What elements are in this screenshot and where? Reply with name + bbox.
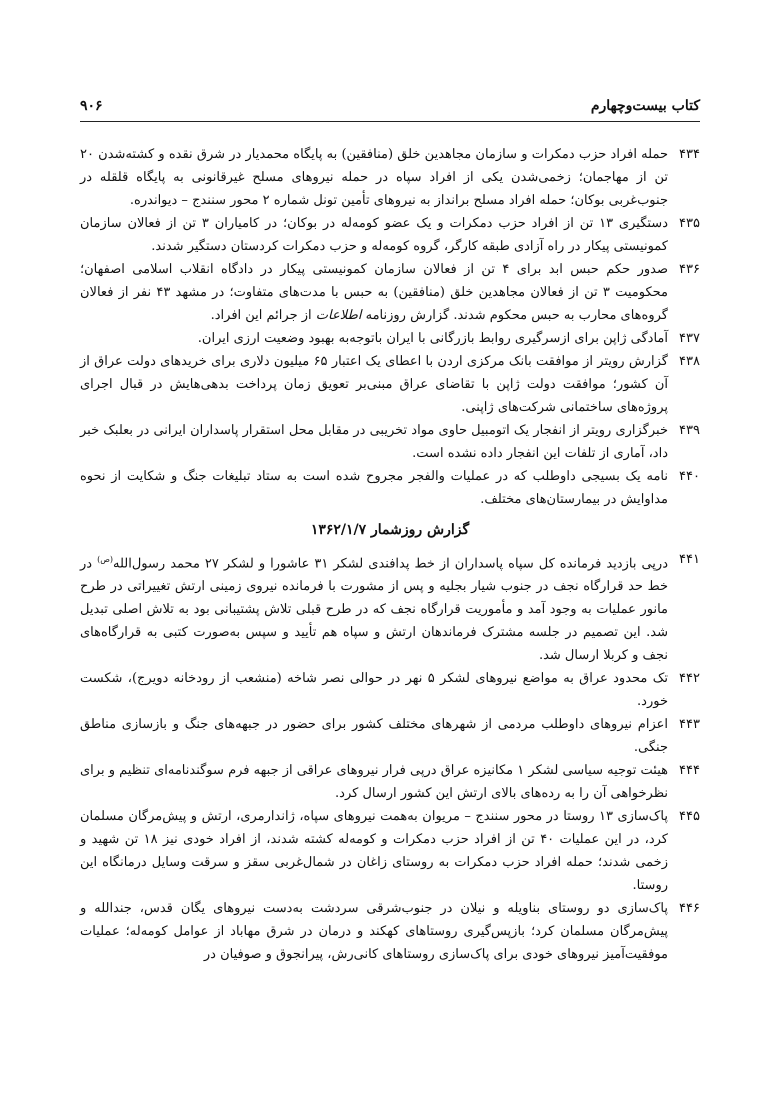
list-item (80, 713, 700, 759)
honorific-superscript: (ص) (97, 555, 114, 564)
list-item (80, 350, 700, 419)
entry-number: ۴۴۳ (679, 717, 700, 733)
header-rule (80, 121, 700, 122)
list-item (80, 258, 700, 327)
entry-number: ۴۴۵ (679, 809, 700, 825)
list-item (80, 897, 700, 966)
entry-text: هیئت توجیه سیاسی لشکر ۱ مکانیزه عراق درپی فرار نیروهای عراقی از جبهه فرم سوگندنامه‌ای تنظیم و برای نظرخواهی آن را به رده‌های بالای ارتش این کشور ارسال کرد. (80, 763, 668, 802)
entry-list (80, 667, 700, 966)
entry-text: پاک‌سازی دو روستای بناویله و نیلان در جنوب‌شرقی سردشت به‌دست نیروهای یگان قدس، جندالله و پیش‌مرگان مسلمان کرد؛ بازپس‌گیری روستاهای کهکند و درمان در شرق مهاباد از عوامل کومه‌له؛ عملیات موفقیت‌آمیز نیروهای خودی برای پاک‌سازی روستاهای کانی‌رش، پیرانجوق و صوفیان در (80, 901, 668, 963)
list-item (80, 548, 700, 667)
page-number: ۹۰۶ (80, 98, 103, 114)
entry-number: ۴۴۱ (679, 552, 700, 567)
list-item (80, 212, 700, 258)
running-header (80, 88, 700, 114)
entry-text: خبرگزاری رویتر از انفجار یک اتومبیل حاوی مواد تخریبی در مقابل محل استقرار پاسداران ایرانی در بعلبک خبر داد، آماری از تلفات این انفجار داده نشده است. (80, 423, 668, 461)
entry-text: نامه یک بسیجی داوطلب که در عملیات والفجر مجروح شده است به ستاد تبلیغات جنگ و شکایت از نحوه مداوایش در بیمارستان‌های مختلف. (80, 469, 668, 507)
entry-number: ۴۴۶ (679, 901, 700, 917)
entry-number: ۴۳۶ (679, 262, 700, 277)
list-item (80, 327, 700, 350)
list-item (80, 143, 700, 212)
entry-number: ۴۴۲ (679, 671, 700, 687)
entry-number: ۴۳۵ (679, 216, 700, 231)
list-item (80, 419, 700, 465)
list-item (80, 805, 700, 897)
entry-number: ۴۳۸ (679, 354, 700, 369)
entry-text: تک محدود عراق به مواضع نیروهای لشکر ۵ نهر در حوالی نصر شاخه (منشعب از رودخانه دویرج)، شکست خورد. (80, 671, 668, 710)
section-heading: گزارش روزشمار ۱۳۶۲/۱/۷ (310, 522, 470, 538)
page-body (80, 143, 700, 966)
entry-text: پاک‌سازی ۱۳ روستا در محور سنندج – مریوان به‌همت نیروهای سپاه، ژاندارمری، ارتش و پیش‌مرگان مسلمان کرد، در این عملیات ۴۰ تن از افراد حزب دمکرات و کومه‌له کشته شدند، از افراد خودی نیز ۱۸ تن شهید و زخمی شدند؛ حمله افراد حزب دمکرات به روستای زاغان در شمال‌غربی سقز و سرقت وسایل درمانگاه این روستا. (80, 809, 668, 894)
entry-text: گزارش رویتر از موافقت بانک مرکزی اردن با اعطای یک اعتبار ۶۵ میلیون دلاری برای خریدهای دولت عراق از آن کشور؛ موافقت دولت ژاپن با تقاضای عراق مبنی‌بر تعویق زمان پرداخت بدهی‌هایش در قبال اجرای پروژه‌های ساختمانی شرکت‌های ژاپنی. (80, 354, 668, 415)
entry-text: دستگیری ۱۳ تن از افراد حزب دمکرات و یک عضو کومه‌له در بوکان؛ در کامیاران ۳ تن از فعالان سازمان کمونیستی پیکار در راه آزادی طبقه کارگر، گروه کومه‌له و حزب دمکرات کردستان دستگیر شدند. (80, 216, 668, 254)
entry-number: ۴۳۷ (679, 331, 700, 346)
book-title: کتاب بیست‌وچهارم (590, 98, 700, 114)
list-item (80, 465, 700, 511)
list-item (80, 667, 700, 713)
entry-number: ۴۳۴ (679, 147, 700, 162)
entry-number: ۴۳۹ (679, 423, 700, 438)
list-item (80, 759, 700, 805)
entry-text: صدور حکم حبس ابد برای ۴ تن از فعالان سازمان کمونیستی پیکار در دادگاه انقلاب اسلامی اصفهان؛ محکومیت ۳ تن از فعالان مجاهدین خلق (منافقین) به حبس با مدت‌های متفاوت؛ در مشهد ۴۳ نفر از فعالان گروه‌های محارب به حبس محکوم شدند. گزارش روزنامه اطلاعات از جرائم این افراد. (80, 262, 669, 323)
entry-text: حمله افراد حزب دمکرات و سازمان مجاهدین خلق (منافقین) به پایگاه محمدیار در شرق نقده و کشته‌شدن ۲۰ تن از مهاجمان؛ زخمی‌شدن یکی از افراد سپاه در حمله نیروهای مسلح غیرقانونی به پایگاه قلقله در جنوب‌غربی بوکان؛ حمله افراد مسلح برانداز به نیروهای تأمین تونل شماره ۲ محور سنندج – دیواندره. (80, 147, 668, 208)
newspaper-name: اطلاعات (315, 308, 362, 323)
entry-text: اعزام نیروهای داوطلب مردمی از شهرهای مختلف کشور برای حضور در جبهه‌های جنگ و بازسازی مناطق جنگی. (80, 717, 668, 756)
entry-text: آمادگی ژاپن برای ازسرگیری روابط بازرگانی با ایران باتوجه‌به بهبود وضعیت ارزی ایران. (197, 331, 668, 346)
entry-list (80, 143, 700, 511)
entry-number: ۴۴۰ (679, 469, 700, 484)
entry-number: ۴۴۴ (679, 763, 700, 779)
entry-text: درپی بازدید فرمانده کل سپاه پاسداران از خط پدافندی لشکر ۳۱ عاشورا و لشکر ۲۷ محمد رسول‌الله$^{(ص)}$ در خط حد قرارگاه نجف در جنوب شیار بجلیه و پس از مشورت با فرمانده نیروی زمینی ارتش تغییراتی در طرح مانور عملیات به وجود آمد و مأموریت قرارگاه نجف که در طرح قبلی تلاش پشتیبانی بود به تلاش اصلی تبدیل شد. این تصمیم در جلسه مشترک فرماندهان ارتش و سپاه هم تأیید و سپس به‌صورت کتبی به قرارگاه‌های نجف و کربلا ارسال شد. (80, 555, 668, 664)
